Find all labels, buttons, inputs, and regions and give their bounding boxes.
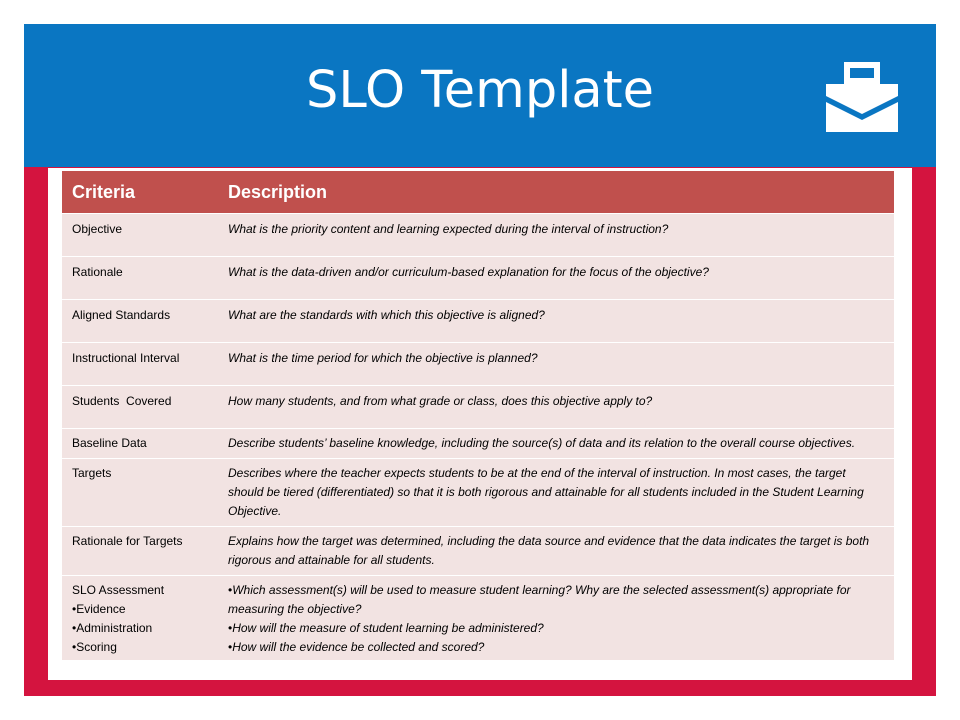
table-row — [62, 386, 894, 429]
table-row — [62, 527, 894, 576]
criteria-cell — [62, 576, 218, 661]
description-cell: Describe students’ baseline knowledge, including the source(s) of data and its relation to the overall course objectives. — [218, 429, 894, 459]
table-row — [62, 257, 894, 300]
criteria-cell: Objective — [62, 214, 218, 257]
assessment-sub-item: • Administration — [72, 619, 208, 638]
description-cell — [218, 576, 894, 661]
table-row — [62, 429, 894, 459]
criteria-cell: Students Covered — [62, 386, 218, 429]
assessment-criteria-label: SLO Assessment — [72, 583, 165, 597]
criteria-cell: Targets — [62, 459, 218, 527]
description-cell: What is the priority content and learning expected during the interval of instruction? — [218, 214, 894, 257]
criteria-cell: Aligned Standards — [62, 300, 218, 343]
criteria-cell: Instructional Interval — [62, 343, 218, 386]
description-cell: What is the data-driven and/or curriculum-based explanation for the focus of the objective? — [218, 257, 894, 300]
assessment-question: • How will the evidence be collected and scored? — [228, 638, 884, 657]
table-header-row — [62, 171, 894, 214]
table-row — [62, 576, 894, 661]
description-cell: What are the standards with which this objective is aligned? — [218, 300, 894, 343]
table-row — [62, 459, 894, 527]
description-cell: Explains how the target was determined, including the data source and evidence that the data indicates the target is both rigorous and attainable for all students. — [218, 527, 894, 576]
table-row — [62, 214, 894, 257]
briefcase-icon — [822, 62, 902, 134]
column-header-criteria: Criteria — [62, 171, 218, 214]
assessment-sub-item: • Scoring — [72, 638, 208, 657]
criteria-cell: Rationale — [62, 257, 218, 300]
description-cell: How many students, and from what grade or class, does this objective apply to? — [218, 386, 894, 429]
slo-criteria-table — [62, 171, 894, 660]
column-header-description: Description — [218, 171, 894, 214]
assessment-question: • Which assessment(s) will be used to measure student learning? Why are the selected assessment(s) appropriate for measuring the objective? — [228, 581, 884, 619]
criteria-cell: Rationale for Targets — [62, 527, 218, 576]
criteria-cell: Baseline Data — [62, 429, 218, 459]
assessment-question: • How will the measure of student learning be administered? — [228, 619, 884, 638]
slide-title: SLO Template — [305, 61, 655, 120]
description-cell: Describes where the teacher expects students to be at the end of the interval of instruction. In most cases, the target should be tiered (differentiated) so that it is both rigorous and attainable for all students included in the Student Learning Objective. — [218, 459, 894, 527]
description-cell: What is the time period for which the objective is planned? — [218, 343, 894, 386]
table-row — [62, 300, 894, 343]
assessment-sub-item: • Evidence — [72, 600, 208, 619]
table-row — [62, 343, 894, 386]
